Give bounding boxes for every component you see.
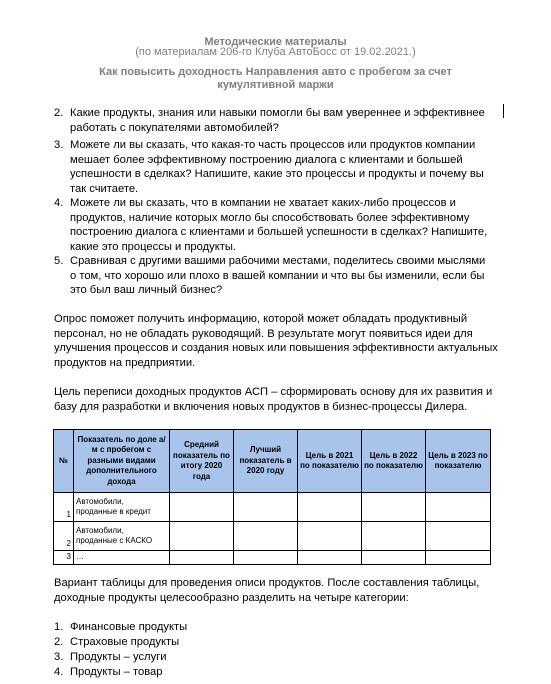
header-avg-2020: Средний показатель по итогу 2020 года	[170, 430, 234, 493]
category-item-1	[54, 620, 510, 635]
question-line: построению диалога с клиентами и большей успешности в сделках? Напишите,	[70, 226, 488, 239]
list-number: 2.	[54, 107, 64, 119]
header-num: №	[54, 430, 74, 493]
paragraph-survey	[54, 312, 504, 370]
question-line: это был ваш личный бизнес?	[70, 284, 223, 297]
header-indicator: Показатель по доле а/м с пробегом с разными видами дополнительного дохода	[74, 430, 170, 493]
table-cell[interactable]	[234, 493, 298, 522]
paragraph-line: Цель переписи доходных продуктов АСП – сформировать основу для их развития и	[54, 386, 493, 398]
doc-title-line1: Как повысить доходность Направления авто с пробегом за счет	[99, 66, 452, 78]
list-number: 3.	[54, 139, 64, 151]
paragraph-goal	[54, 385, 504, 414]
list-number: 1.	[54, 621, 64, 633]
table-cell[interactable]	[426, 522, 491, 551]
table-cell[interactable]	[426, 551, 491, 565]
table-cell[interactable]	[362, 493, 426, 522]
question-item-2	[54, 106, 510, 135]
question-line: Сравнивая с другими вашими рабочими местами, поделитесь своими мыслями	[70, 255, 486, 267]
table-cell[interactable]	[234, 551, 298, 565]
category-item-3	[54, 650, 510, 665]
header-best-2020: Лучший показатель в 2020 году	[234, 430, 298, 493]
question-line: Можете ли вы сказать, что какая-то часть процессов или продуктов компании	[70, 139, 476, 151]
category-label: Продукты – товар	[70, 666, 163, 678]
table-row	[54, 493, 491, 522]
paragraph-line: Опрос поможет получить информацию, которой может обладать продуктивный	[54, 313, 468, 325]
paragraph-line: персонал, но не обладать руководящий. В результате могут появиться идеи для	[54, 327, 473, 340]
question-line: о том, что хорошо или плохо в вашей компании и что вы бы изменили, если бы	[70, 269, 485, 282]
header-goal-2022: Цель в 2022 по показателю	[362, 430, 426, 493]
category-item-4	[54, 665, 510, 680]
table-cell[interactable]	[298, 493, 362, 522]
header-goal-2021: Цель в 2021 по показателю	[298, 430, 362, 493]
row-number: 1	[54, 493, 74, 522]
question-line: какие это процессы и продукты.	[70, 240, 236, 253]
row-name: …	[74, 551, 170, 565]
table-cell[interactable]	[170, 551, 234, 565]
row-name: Автомобили, проданные с КАСКО	[74, 522, 170, 551]
question-item-5	[54, 254, 510, 298]
text-cursor	[503, 104, 504, 118]
table-row	[54, 551, 491, 565]
row-number: 3	[54, 551, 74, 565]
category-label: Страховые продукты	[70, 636, 180, 648]
list-number: 4.	[54, 666, 64, 678]
table-cell[interactable]	[234, 522, 298, 551]
paragraph-table-note	[54, 576, 504, 605]
table-cell[interactable]	[298, 551, 362, 565]
list-number: 3.	[54, 651, 64, 663]
paragraph-line: базу для разработки и включения новых продуктов в бизнес-процессы Дилера.	[54, 400, 468, 413]
doc-source-note: (по материалам 206-го Клуба АвтоБосс от 19.02.2021.)	[135, 46, 416, 58]
row-name: Автомобили, проданные в кредит	[74, 493, 170, 522]
question-line: успешности в сделках? Напишите, какие это процессы и продукты и почему вы	[70, 168, 484, 181]
category-label: Финансовые продукты	[70, 621, 188, 633]
question-line: так считаете.	[70, 182, 139, 195]
table-row	[54, 522, 491, 551]
paragraph-line: продуктов на предприятии.	[54, 356, 196, 369]
table-cell[interactable]	[298, 522, 362, 551]
table-cell[interactable]	[170, 522, 234, 551]
table-cell[interactable]	[362, 522, 426, 551]
question-line: Какие продукты, знания или навыки помогли бы вам увереннее и эффективнее	[70, 107, 485, 119]
header-goal-2023: Цель в 2023 по показателю	[426, 430, 491, 493]
doc-title-line2: кумулятивной маржи	[217, 79, 334, 91]
doc-subtitle: Методические материалы	[204, 36, 347, 48]
list-number: 2.	[54, 636, 64, 648]
question-line: мешает более эффективному построению диалога с клиентами и большей	[70, 153, 463, 166]
row-number: 2	[54, 522, 74, 551]
table-cell[interactable]	[426, 493, 491, 522]
table-cell[interactable]	[362, 551, 426, 565]
question-line: Можете ли вы сказать, что в компании не хватает каких-либо процессов и	[70, 197, 456, 209]
list-number: 5.	[54, 255, 64, 267]
list-number: 4.	[54, 197, 64, 209]
paragraph-line: Вариант таблицы для проведения описи продуктов. После составления таблицы,	[54, 577, 480, 589]
paragraph-line: доходные продукты целесообразно разделить на четыре категории:	[54, 591, 409, 604]
question-line: работать с покупателями автомобилей?	[70, 121, 279, 134]
paragraph-line: улучшения процессов и создания новых или повышения эффективности актуальных	[54, 342, 498, 355]
table-cell[interactable]	[170, 493, 234, 522]
question-item-4	[54, 196, 510, 254]
table-header-row	[54, 430, 491, 493]
question-line: продуктов, наличие которых могло бы способствовать более эффективному	[70, 211, 470, 224]
category-item-2	[54, 635, 510, 650]
products-table	[53, 429, 491, 565]
question-item-3	[54, 138, 510, 196]
category-label: Продукты – услуги	[70, 651, 167, 663]
